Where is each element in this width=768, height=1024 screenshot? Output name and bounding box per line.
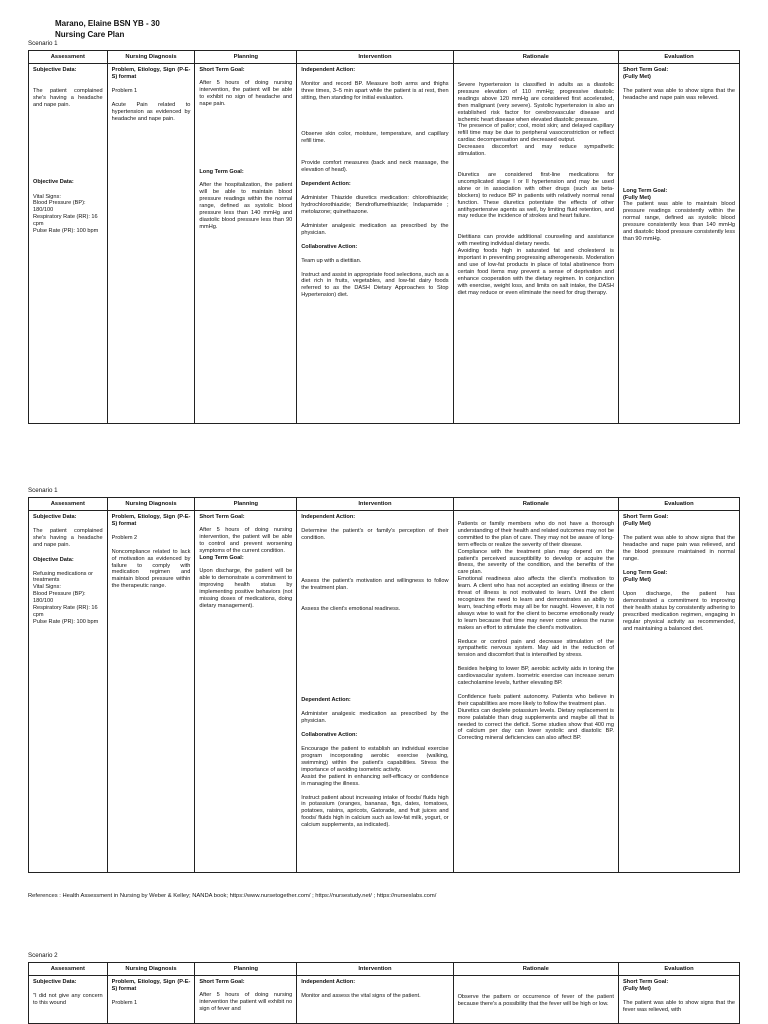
dependent-action-label: Dependent Action: [301, 697, 351, 704]
evaluation-cell [618, 976, 739, 1024]
rationale-item: Dietitians can provide additional counseling and assistance with meeting individual dietary needs. [457, 234, 614, 248]
intervention-item: Observe skin color, moisture, temperature, and capillary refill time. [301, 130, 449, 144]
table-header-row [29, 51, 740, 64]
intervention-item: Monitor and assess the vital signs of the patient. [301, 992, 421, 999]
col-header-planning: Planning [195, 51, 297, 64]
col-header-evaluation: Evaluation [618, 51, 739, 64]
col-header-intervention: Intervention [297, 498, 453, 511]
subjective-data: The patient complained she's having a headache and nape pain. [33, 87, 103, 108]
care-plan-table-2 [28, 497, 740, 873]
assessment-cell [29, 976, 108, 1024]
rationale-item: Avoiding foods high in saturated fat and cholesterol is important in preventing progressing atherogenesis. Moderation and use of low-fat products in place of total abstinence from certain food items may prevent a sense of deprivation and enhance cooperation with the dietary regimen. In conjunction with exercise, weight loss, and limits on salt intake, the DASH diet may reduce or even eliminate the need for drug therapy. [457, 248, 614, 296]
assessment-cell [29, 64, 108, 424]
objective-data: Vital Signs: Blood Pressure (BP): 180/100 Respiratory Rate (RR): 16 cpm Pulse Rate (PR): 100 bpm [33, 193, 99, 235]
intervention-item: Administer analgesic medication as prescribed by the physician. [301, 711, 449, 725]
subjective-data: The patient complained she's having a headache and nape pain. [33, 527, 103, 548]
intervention-cell [297, 976, 453, 1024]
pes-format-label: Problem, Etiology, Sign (P-E-S) format [111, 514, 191, 527]
intervention-item: Encourage the patient to establish an individual exercise program incorporating aerobic exercise (walking, swimming) within the patient's capabilities. Stress the importance of avoiding isometric activity. [301, 746, 449, 773]
short-term-goal: After 5 hours of doing nursing intervention the patient will exhibit no sign of fever and [199, 991, 293, 1012]
scenario-label: Scenario 1 [28, 40, 58, 47]
care-plan-table-3 [28, 962, 740, 1024]
rationale-cell [453, 64, 618, 424]
planning-cell [195, 64, 297, 424]
care-plan-table-1 [28, 50, 740, 424]
dependent-action-label: Dependent Action: [301, 181, 351, 188]
long-term-goal: After the hospitalization, the patient will be able to maintain blood pressure readings within the normal range, defined as systolic blood pressure less than 140 mmHg and diastolic blood pressure less than 90 mmHg. [199, 182, 293, 230]
col-header-diagnosis: Nursing Diagnosis [107, 498, 195, 511]
eval-long-term-status: (Fully Met) [622, 577, 651, 584]
intervention-item: Administer analgesic medication as prescribed by the physician. [301, 222, 449, 236]
author-name: Marano, Elaine BSN YB - 30 [55, 19, 160, 28]
intervention-item: Determine the patient's or family's perception of their condition. [301, 527, 449, 541]
eval-long-term-label: Long Term Goal: [622, 570, 668, 577]
objective-label: Objective Data: [33, 556, 74, 563]
table-row [29, 511, 740, 873]
rationale-item: Patients or family members who do not have a thorough understanding of their health and related outcomes may not be committed to the plan of care. They may not be aware of long-term effects or realize the severity of their disease. [457, 521, 614, 548]
rationale-item: Compliance with the treatment plan may depend on the patient's perceived susceptibility to develop or acquire the illness, the severity of the condition, and the benefits of the care plan. [457, 548, 614, 576]
col-header-planning: Planning [195, 498, 297, 511]
collaborative-action-label: Collaborative Action: [301, 243, 358, 250]
eval-short-term-status: (Fully Met) [622, 520, 651, 527]
eval-short-term: The patient was able to show signs that the headache and nape pain was relieved. [622, 87, 735, 101]
intervention-item: Instruct and assist in appropriate food selections, such as a diet rich in fruits, vegetables, and low-fat dairy foods referred to as the DASH Dietary Approaches to Stop Hypertension) diet. [301, 271, 449, 299]
eval-long-term-label: Long Term Goal: [622, 187, 668, 194]
rationale-item: Emotional readiness also affects the client's motivation to learn. A client who has not accepted an existing illness or the threat of illness is not motivated to learn. Until the client recognizes the need to learn and demonstrates an ability to learn, teaching efforts may all be for naught. However, it is not always wise to wait for the client to become emotionally ready to learn because that time may never come unless the nurse makes an effort to stimulate the client's motivation. [457, 576, 614, 631]
evaluation-cell [618, 511, 739, 873]
subjective-label: Subjective Data: [33, 67, 77, 73]
scenario-label: Scenario 2 [28, 952, 58, 959]
short-term-goal: After 5 hours of doing nursing intervention, the patient will be able to control and prevent worsening symptoms of the current condition. [199, 526, 293, 554]
eval-short-term-status: (Fully Met) [622, 73, 651, 80]
eval-short-term-label: Short Term Goal: [622, 979, 669, 985]
independent-action-label: Independent Action: [301, 979, 356, 985]
table-row [29, 976, 740, 1024]
long-term-goal-label: Long Term Goal: [199, 168, 244, 175]
col-header-evaluation: Evaluation [618, 498, 739, 511]
table-header-row [29, 963, 740, 976]
eval-long-term-status: (Fully Met) [622, 194, 651, 201]
diagnosis-text: Noncompliance related to lack of motivation as evidenced by failure to comply with medication regimen and maintain blood pressure within the therapeutic range. [111, 548, 191, 590]
problem-number: Problem 1 [111, 999, 138, 1006]
col-header-diagnosis: Nursing Diagnosis [107, 51, 195, 64]
diagnosis-text: Acute Pain related to hypertension as evidenced by headache and nape pain. [111, 101, 191, 122]
intervention-item: Monitor and record BP. Measure both arms and thighs three times, 3–5 min apart while the patient is at rest, then sitting, then standing for initial evaluation. [301, 80, 449, 101]
short-term-goal-label: Short Term Goal: [199, 514, 245, 520]
intervention-item: Assess the client's emotional readiness. [301, 605, 401, 612]
intervention-item: Assist the patient in enhancing self-efficacy or confidence in managing the illness. [301, 773, 449, 787]
table-header-row [29, 498, 740, 511]
intervention-item: Provide comfort measures (back and neck massage, the elevation of head). [301, 160, 449, 174]
intervention-item: Instruct patient about increasing intake of foods/ fluids high in potassium (oranges, bananas, figs, dates, tomatoes, potatoes, raisins, apricots, Gatorade, and fruit juices and foods/ fluids high in calcium such as low-fat milk, yogurt, or calcium supplements, as indicated). [301, 794, 449, 829]
collaborative-action-label: Collaborative Action: [301, 732, 358, 739]
eval-long-term: The patient was able to maintain blood pressure readings consistently within the normal range, defined as systolic blood pressure consistently less than 140 mmHg and diastolic blood pressure consistently less than 90 mmHg. [622, 201, 735, 242]
diagnosis-cell [107, 64, 195, 424]
rationale-item: Diuretics can deplete potassium levels. Dietary replacement is more palatable than drug supplements and maybe all that is needed to correct the deficit. Some studies show that 400 mg of calcium per day can lower systolic and diastolic BP. Correcting mineral deficiencies can also affect BP. [457, 707, 614, 742]
col-header-rationale: Rationale [453, 963, 618, 976]
subjective-label: Subjective Data: [33, 979, 77, 985]
document-title: Nursing Care Plan [55, 30, 125, 39]
short-term-goal-label: Short Term Goal: [199, 979, 245, 985]
intervention-item: Administer Thiazide diuretics medication: chlorothiazide; hydrochlorothiazide; Bendroflumethiazide; Indapamide ; metolazone; quinethazone. [301, 195, 449, 215]
col-header-evaluation: Evaluation [618, 963, 739, 976]
planning-cell [195, 976, 297, 1024]
subjective-data: "I did not give any concern to this wound [33, 992, 103, 1006]
eval-short-term-label: Short Term Goal: [622, 67, 669, 73]
rationale-item: Severe hypertension is classified in adults as a diastolic pressure elevation of 110 mmHg; progressive diastolic readings above 120 mmHg are considered first accelerated, then malignant (very severe). Systolic hypertension is also an established risk factor for cerebrovascular disease and ischemic heart disease when elevated diastolic pressure. [457, 82, 614, 123]
problem-number: Problem 2 [111, 534, 138, 541]
col-header-intervention: Intervention [297, 51, 453, 64]
rationale-cell [453, 511, 618, 873]
pes-format-label: Problem, Etiology, Sign (P-E-S) format [111, 67, 191, 80]
long-term-goal: Upon discharge, the patient will be able to demonstrate a commitment to improving health status by implementing positive behaviors (not missing doses of medications, doing dietary management). [199, 568, 293, 609]
objective-data: Refusing medications or treatments Vital Signs: Blood Pressure (BP): 180/100 Respiratory Rate (RR): 16 cpm Pulse Rate (PR): 100 bpm [33, 570, 99, 625]
rationale-item: Besides helping to lower BP, aerobic activity aids in toning the cardiovascular system. Isometric exercise can increase serum catecholamine levels, further elevating BP. [457, 666, 614, 687]
problem-number: Problem 1 [111, 87, 138, 94]
independent-action-label: Independent Action: [301, 67, 356, 73]
diagnosis-cell [107, 976, 195, 1024]
short-term-goal: After 5 hours of doing nursing intervention, the patient will be able to exhibit no sign of headache and nape pain. [199, 79, 293, 107]
rationale-item: The presence of pallor; cool, moist skin; and delayed capillary refill time may be due to peripheral vasoconstriction or reflect cardiac decompensation and decreased output. [457, 123, 614, 144]
rationale-item: Confidence fuels patient autonomy. Patients who believe in their capabilities are more likely to follow the treatment plan. [457, 693, 614, 707]
eval-short-term: The patient was able to show signs that the fever was relieved, with [622, 999, 735, 1013]
col-header-assessment: Assessment [29, 963, 108, 976]
references: References : Health Assessment in Nursing by Weber & Kelley; NANDA book; https://www.nursetogether.com/ ; https://nursestudy.net/ ; https://nurseslabs.com/ [28, 893, 437, 899]
pes-format-label: Problem, Etiology, Sign (P-E-S) format [111, 979, 191, 992]
rationale-item: Reduce or control pain and decrease stimulation of the sympathetic nervous system. May aid in the reduction of tension and discomfort that is intensified by stress. [457, 638, 614, 659]
col-header-rationale: Rationale [453, 51, 618, 64]
eval-short-term-status: (Fully Met) [622, 985, 651, 992]
intervention-item: Assess the patient's motivation and willingness to follow the treatment plan. [301, 577, 449, 591]
eval-long-term: Upon discharge, the patient has demonstrated a commitment to improving their health status by consistently adhering to prescribed medication regimen, engaging in regular physical activity as recommended, and maintaining a balanced diet. [622, 591, 735, 632]
planning-cell [195, 511, 297, 873]
document-header [55, 18, 160, 40]
scenario-label: Scenario 1 [28, 487, 58, 494]
col-header-assessment: Assessment [29, 51, 108, 64]
short-term-goal-label: Short Term Goal: [199, 67, 245, 73]
intervention-cell [297, 511, 453, 873]
intervention-item: Team up with a dietitian. [301, 257, 362, 264]
evaluation-cell [618, 64, 739, 424]
rationale-item: Observe the pattern or occurrence of fever of the patient because there's a possibility that the fever will be high or low. [457, 994, 614, 1007]
intervention-cell [297, 64, 453, 424]
rationale-item: Decreases discomfort and may reduce sympathetic stimulation. [457, 144, 614, 158]
eval-short-term-label: Short Term Goal: [622, 514, 669, 520]
subjective-label: Subjective Data: [33, 514, 77, 520]
rationale-cell [453, 976, 618, 1024]
eval-short-term: The patient was able to show signs that the headache and nape pain was relieved, and the blood pressure maintained in normal range. [622, 534, 735, 562]
col-header-rationale: Rationale [453, 498, 618, 511]
objective-label: Objective Data: [33, 178, 74, 185]
diagnosis-cell [107, 511, 195, 873]
col-header-intervention: Intervention [297, 963, 453, 976]
rationale-item: Diuretics are considered first-line medications for uncomplicated stage I or II hypertension and may be used alone or in association with other drugs (such as beta-blockers) to reduce BP in patients with relatively normal renal function. These diuretics potentiate the effects of other antihypertensive agents as well, by limiting fluid retention, and may reduce the incidence of strokes and heart failure. [457, 171, 614, 220]
assessment-cell [29, 511, 108, 873]
table-row [29, 64, 740, 424]
col-header-assessment: Assessment [29, 498, 108, 511]
independent-action-label: Independent Action: [301, 514, 356, 520]
col-header-diagnosis: Nursing Diagnosis [107, 963, 195, 976]
col-header-planning: Planning [195, 963, 297, 976]
long-term-goal-label: Long Term Goal: [199, 554, 244, 561]
